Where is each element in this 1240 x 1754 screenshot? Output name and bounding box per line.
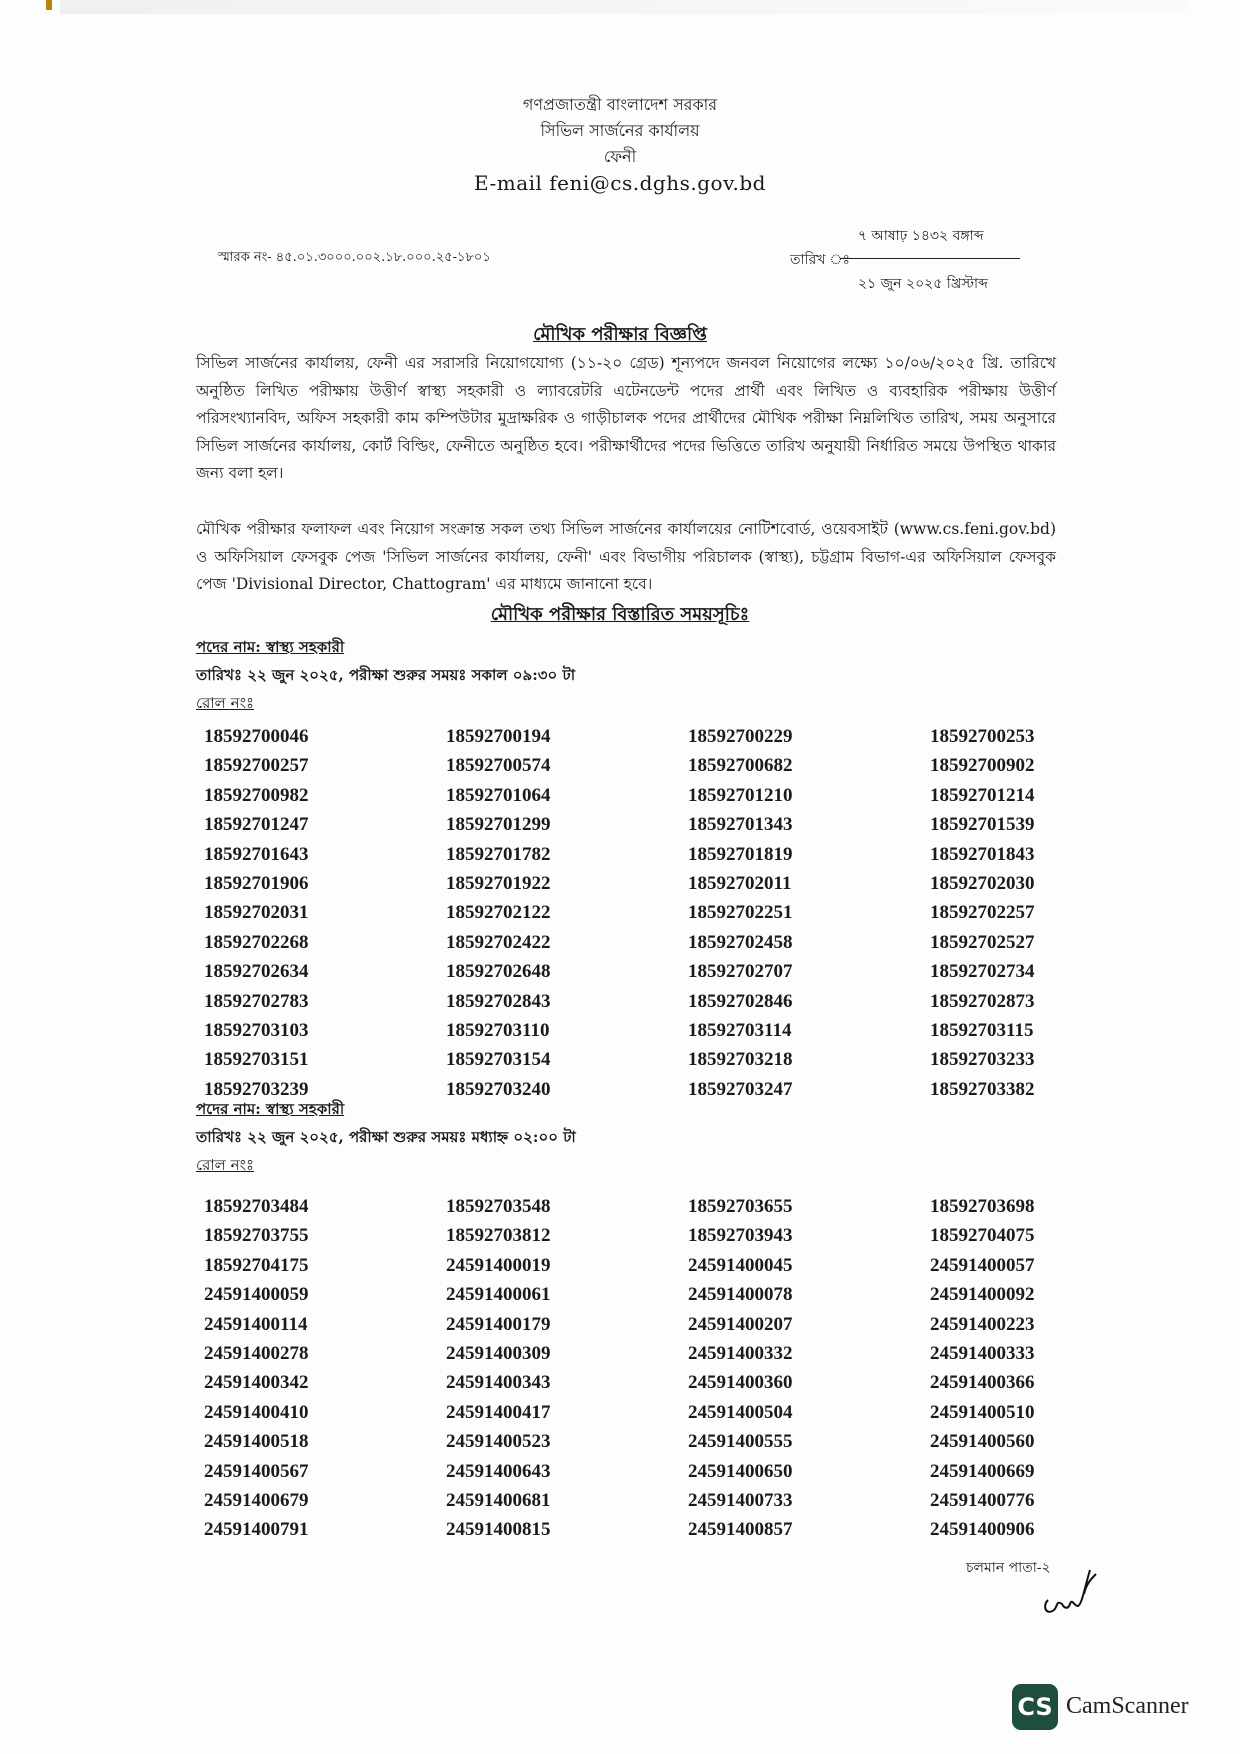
roll-number-cell: 18592703114	[688, 1019, 792, 1041]
roll-number-cell: 18592702257	[930, 902, 1035, 924]
roll-number-cell: 24591400114	[204, 1313, 308, 1335]
roll-number-cell: 24591400207	[688, 1313, 793, 1335]
section-2-roll-label: রোল নংঃ	[196, 1156, 255, 1174]
roll-number-cell: 24591400733	[688, 1489, 793, 1511]
roll-number-cell: 24591400567	[204, 1460, 309, 1482]
roll-number-cell: 24591400650	[688, 1460, 793, 1482]
roll-number-cell: 24591400518	[204, 1431, 309, 1453]
roll-number-cell: 24591400059	[204, 1284, 309, 1306]
section-2-post: পদের নাম: স্বাস্থ্য সহকারী	[196, 1100, 345, 1118]
roll-number-cell: 18592700229	[688, 726, 793, 747]
roll-number-cell: 18592703103	[204, 1019, 309, 1041]
roll-number-cell: 24591400681	[446, 1489, 551, 1511]
roll-number-cell: 24591400366	[930, 1372, 1035, 1394]
roll-number-cell: 18592703239	[204, 1078, 309, 1100]
roll-number-cell: 18592702122	[446, 902, 551, 924]
scan-top-smear	[60, 0, 1190, 14]
roll-number-cell: 18592701782	[446, 843, 551, 865]
header-office: সিভিল সার্জনের কার্যালয়	[540, 121, 700, 140]
camscanner-logo-icon: CS	[1012, 1684, 1058, 1730]
section-2-roll-table	[204, 1192, 1064, 1545]
section-1-roll-table	[204, 722, 1064, 1104]
notice-paragraph-2: মৌখিক পরীক্ষার ফলাফল এবং নিয়োগ সংক্রান্ত সকল তথ্য সিভিল সার্জনের কার্যালয়ের নোটিশবোর্ড, ওয়েবসাইট (www.cs.feni.gov.bd) ও অফিসিয়াল ফেসবুক পেজ 'সিভিল সার্জনের কার্যালয়, ফেনী' এবং বিভাগীয় পরিচালক (স্বাস্থ্য), চট্টগ্রাম বিভাগ-এর অফিসিয়াল ফেসবুক পেজ 'Divisional Director, Chattogram' এর মাধ্যমে জানানো হবে।	[196, 520, 1056, 593]
roll-number-cell: 18592702846	[688, 990, 793, 1012]
roll-number-cell: 24591400776	[930, 1489, 1035, 1511]
date-english: ২১ জুন ২০২৫ খ্রিস্টাব্দ	[858, 276, 988, 292]
roll-number-cell: 18592701843	[930, 843, 1035, 865]
roll-number-cell: 18592701906	[204, 872, 309, 894]
header-district: ফেনী	[603, 147, 637, 166]
date-label: তারিখ ঃ	[790, 252, 850, 268]
roll-number-cell: 18592703233	[930, 1049, 1035, 1071]
roll-number-cell: 18592700257	[204, 755, 309, 777]
roll-number-cell: 24591400333	[930, 1342, 1035, 1364]
roll-number-cell: 24591400045	[688, 1254, 793, 1276]
section-2-datetime: তারিখঃ ২২ জুন ২০২৫, পরীক্ষা শুরুর সময়ঃ মধ্যাহ্ন ০২:০০ টা	[196, 1128, 576, 1146]
roll-number-cell: 24591400342	[204, 1372, 309, 1394]
roll-number-cell: 18592702873	[930, 990, 1035, 1012]
roll-number-cell: 18592702268	[204, 931, 309, 953]
signature-mark	[1040, 1560, 1100, 1620]
roll-number-cell: 18592702734	[930, 961, 1035, 983]
roll-number-cell: 18592703655	[688, 1196, 793, 1217]
roll-number-cell: 24591400019	[446, 1254, 551, 1276]
roll-number-cell: 24591400643	[446, 1460, 551, 1482]
schedule-title: মৌখিক পরীক্ষার বিস্তারিত সময়সূচিঃ	[490, 604, 750, 625]
roll-number-cell: 18592703812	[446, 1225, 551, 1247]
roll-number-cell: 24591400857	[688, 1519, 793, 1541]
roll-number-cell: 18592700253	[930, 726, 1035, 747]
roll-number-cell: 24591400417	[446, 1401, 551, 1423]
roll-number-cell: 18592702634	[204, 961, 309, 983]
roll-number-cell: 18592703943	[688, 1225, 793, 1247]
roll-number-cell: 24591400510	[930, 1401, 1035, 1423]
roll-number-cell: 24591400179	[446, 1313, 551, 1335]
roll-number-cell: 24591400815	[446, 1519, 551, 1541]
roll-number-cell: 18592700194	[446, 726, 551, 747]
roll-number-cell: 18592701922	[446, 872, 551, 894]
roll-number-cell: 18592700902	[930, 755, 1035, 777]
roll-number-cell: 24591400791	[204, 1519, 309, 1541]
roll-number-cell: 18592702458	[688, 931, 793, 953]
roll-number-cell: 18592702030	[930, 872, 1035, 894]
roll-number-cell: 24591400410	[204, 1401, 309, 1423]
roll-number-cell: 18592702648	[446, 961, 551, 983]
roll-number-cell: 18592703218	[688, 1049, 793, 1071]
roll-number-cell: 18592704075	[930, 1225, 1035, 1247]
roll-number-cell: 18592703154	[446, 1049, 551, 1071]
roll-number-cell: 18592700982	[204, 784, 309, 806]
roll-number-cell: 18592700682	[688, 755, 793, 777]
roll-number-cell: 18592703484	[204, 1196, 309, 1217]
roll-number-cell: 18592703382	[930, 1078, 1035, 1100]
roll-number-cell: 18592700046	[204, 726, 309, 747]
roll-number-cell: 24591400223	[930, 1313, 1035, 1335]
roll-number-cell: 18592702251	[688, 902, 793, 924]
section-1-post: পদের নাম: স্বাস্থ্য সহকারী	[196, 638, 345, 656]
roll-number-cell: 24591400332	[688, 1342, 793, 1364]
roll-number-cell: 24591400092	[930, 1284, 1035, 1306]
roll-number-cell: 24591400906	[930, 1519, 1035, 1541]
roll-number-cell: 24591400061	[446, 1284, 551, 1306]
roll-number-cell: 18592703247	[688, 1078, 793, 1100]
roll-number-cell: 18592702031	[204, 902, 309, 924]
roll-number-cell: 18592702707	[688, 961, 793, 983]
header-email: E-mail feni@cs.dghs.gov.bd	[474, 171, 766, 195]
roll-number-cell: 24591400669	[930, 1460, 1035, 1482]
roll-number-cell: 18592703151	[204, 1049, 309, 1071]
roll-number-cell: 18592703755	[204, 1225, 309, 1247]
roll-number-cell: 18592701210	[688, 784, 793, 806]
roll-number-cell: 24591400343	[446, 1372, 551, 1394]
notice-title: মৌখিক পরীক্ষার বিজ্ঞপ্তি	[533, 324, 707, 345]
continued-page-note: চলমান পাতা-২	[966, 1560, 1051, 1576]
roll-number-cell: 24591400555	[688, 1431, 793, 1453]
roll-number-cell: 24591400057	[930, 1254, 1035, 1276]
roll-number-cell: 24591400360	[688, 1372, 793, 1394]
date-divider	[840, 258, 1020, 259]
roll-number-cell: 24591400309	[446, 1342, 551, 1364]
section-1-datetime: তারিখঃ ২২ জুন ২০২৫, পরীক্ষা শুরুর সময়ঃ সকাল ০৯:৩০ টা	[196, 666, 576, 684]
camscanner-watermark: CamScanner	[1066, 1693, 1189, 1719]
roll-number-cell: 18592701064	[446, 784, 551, 806]
roll-number-cell: 18592703115	[930, 1019, 1034, 1041]
roll-number-cell: 24591400560	[930, 1431, 1035, 1453]
roll-number-cell: 24591400504	[688, 1401, 793, 1423]
roll-number-cell: 18592701343	[688, 814, 793, 836]
roll-number-cell: 18592702783	[204, 990, 309, 1012]
roll-number-cell: 18592702422	[446, 931, 551, 953]
roll-number-cell: 18592700574	[446, 755, 551, 777]
notice-paragraph-1: সিভিল সার্জনের কার্যালয়, ফেনী এর সরাসরি নিয়োগযোগ্য (১১-২০ গ্রেড) শূন্যপদে জনবল নিয়োগের লক্ষ্যে ১০/০৬/২০২৫ খ্রি. তারিখে অনুষ্ঠিত লিখিত পরীক্ষায় উত্তীর্ণ স্বাস্থ্য সহকারী ও ল্যাবরেটরি এটেনডেন্ট পদের প্রার্থী এবং লিখিত ও ব্যবহারিক পরীক্ষায় উত্তীর্ণ পরিসংখ্যানবিদ, অফিস সহকারী কাম কম্পিউটার মুদ্রাক্ষরিক ও গাড়ীচালক পদের প্রার্থীদের মৌখিক পরীক্ষা নিম্নলিখিত তারিখ, সময় অনুসারে সিভিল সার্জনের কার্যালয়, কোর্ট বিল্ডিং, ফেনীতে অনুষ্ঠিত হবে। পরীক্ষার্থীদের পদের ভিত্তিতে তারিখ অনুযায়ী নির্ধারিত সময়ে উপস্থিত থাকার জন্য বলা হল।	[196, 354, 1056, 482]
roll-number-cell: 18592702527	[930, 931, 1035, 953]
roll-number-cell: 18592702011	[688, 872, 792, 894]
roll-number-cell: 18592701643	[204, 843, 309, 865]
roll-number-cell: 18592701247	[204, 814, 309, 836]
date-bangla: ৭ আষাঢ় ১৪৩২ বঙ্গাব্দ	[858, 228, 984, 244]
roll-number-cell: 24591400078	[688, 1284, 793, 1306]
roll-number-cell: 18592702843	[446, 990, 551, 1012]
header-government: গণপ্রজাতন্ত্রী বাংলাদেশ সরকার	[522, 95, 718, 114]
roll-number-cell: 18592703240	[446, 1078, 551, 1100]
scan-edge-mark	[46, 0, 52, 10]
roll-number-cell: 18592701214	[930, 784, 1035, 806]
memo-number: স্মারক নং- ৪৫.০১.৩০০০.০০২.১৮.০০০.২৫-১৮০১	[218, 250, 491, 265]
roll-number-cell: 18592701299	[446, 814, 551, 836]
roll-number-cell: 24591400278	[204, 1342, 309, 1364]
roll-number-cell: 18592703698	[930, 1196, 1035, 1217]
roll-number-cell: 18592703548	[446, 1196, 551, 1217]
roll-number-cell: 18592704175	[204, 1254, 309, 1276]
roll-number-cell: 18592701539	[930, 814, 1035, 836]
roll-number-cell: 18592701819	[688, 843, 793, 865]
section-1-roll-label: রোল নংঃ	[196, 694, 255, 712]
roll-number-cell: 18592703110	[446, 1019, 550, 1041]
roll-number-cell: 24591400679	[204, 1489, 309, 1511]
roll-number-cell: 24591400523	[446, 1431, 551, 1453]
